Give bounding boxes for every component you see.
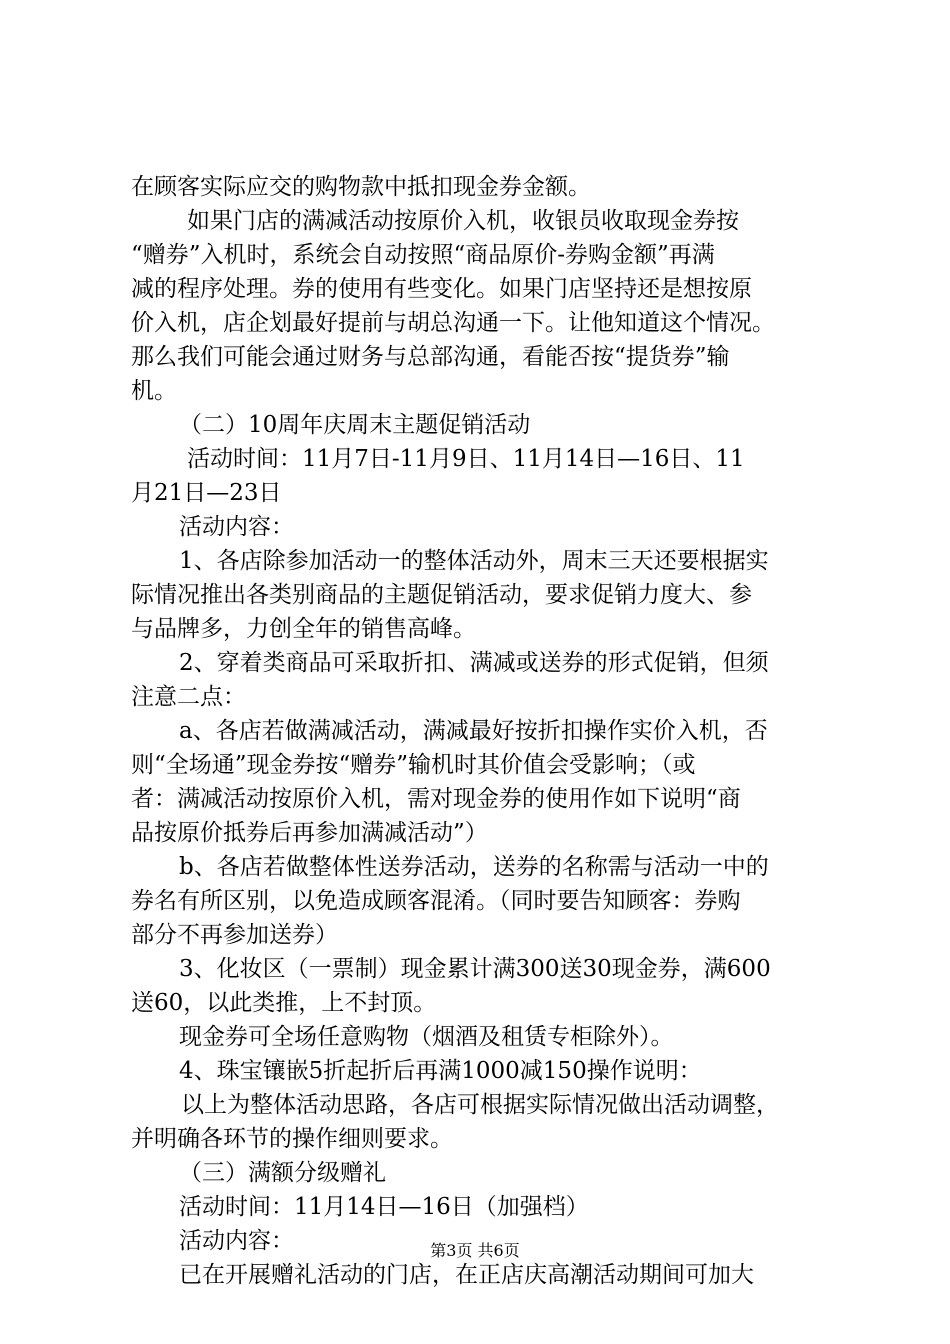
text-line: 以上为整体活动思路，各店可根据实际情况做出活动调整， <box>181 1092 779 1118</box>
text-line: 活动时间：11月7日-11月9日、11月14日—16日、11 <box>187 446 745 472</box>
text-line: 现金券可全场任意购物（烟酒及租赁专柜除外）。 <box>179 1024 674 1050</box>
text-line: 并明确各环节的操作细则要求。 <box>131 1126 453 1152</box>
text-line: 如果门店的满减活动按原价入机，收银员收取现金券按 <box>187 208 739 234</box>
document-body <box>131 170 831 1292</box>
text-line: 那么我们可能会通过财务与总部沟通，看能否按“提货券”输 <box>131 344 730 370</box>
text-line: 券名有所区别，以免造成顾客混淆。（同时要告知顾客：券购 <box>131 888 741 914</box>
text-line: 减的程序处理。券的使用有些变化。如果门店坚持还是想按原 <box>131 276 752 302</box>
text-line: 1、各店除参加活动一的整体活动外，周末三天还要根据实 <box>179 548 769 574</box>
text-line: “赠券”入机时，系统会自动按照“商品原价-券购金额”再满 <box>131 242 715 268</box>
text-line: 注意二点： <box>131 684 246 710</box>
text-line: （三）满额分级赠礼 <box>179 1160 386 1186</box>
text-line: 已在开展赠礼活动的门店，在正店庆高潮活动期间可加大 <box>179 1262 754 1288</box>
text-line: 际情况推出各类别商品的主题促销活动，要求促销力度大、参 <box>131 582 752 608</box>
text-line: b、各店若做整体性送券活动，送券的名称需与活动一中的 <box>179 854 769 880</box>
text-line: （二）10周年庆周末主题促销活动 <box>179 412 531 438</box>
text-line: 机。 <box>131 378 177 404</box>
text-line: 价入机，店企划最好提前与胡总沟通一下。让他知道这个情况。 <box>131 310 775 336</box>
text-line: 品按原价抵券后再参加满减活动”） <box>131 820 488 846</box>
text-line: 送60，以此类推，上不封顶。 <box>131 990 437 1016</box>
text-line: 在顾客实际应交的购物款中抵扣现金券金额。 <box>131 174 591 200</box>
text-line: 2、穿着类商品可采取折扣、满减或送券的形式促销，但须 <box>179 650 769 676</box>
text-line: 月21日—23日 <box>131 480 282 506</box>
text-line: a、各店若做满减活动，满减最好按折扣操作实价入机，否 <box>179 718 768 744</box>
text-line: 活动内容： <box>179 1228 294 1254</box>
text-line: 4、珠宝镶嵌5折起折后再满1000减150操作说明： <box>179 1058 702 1084</box>
text-line: 与品牌多，力创全年的销售高峰。 <box>131 616 476 642</box>
text-line: 活动内容： <box>179 514 294 540</box>
page-footer: 第3页 共6页 <box>430 1241 520 1260</box>
text-line: 部分不再参加送券） <box>131 922 338 948</box>
text-line: 者：满减活动按原价入机，需对现金券的使用作如下说明“商 <box>131 786 741 812</box>
text-line: 活动时间：11月14日—16日（加强档） <box>179 1194 589 1220</box>
text-line: 3、化妆区（一票制）现金累计满300送30现金券，满600 <box>179 956 771 982</box>
text-line: 则“全场通”现金券按“赠券”输机时其价值会受影响；（或 <box>131 752 696 778</box>
